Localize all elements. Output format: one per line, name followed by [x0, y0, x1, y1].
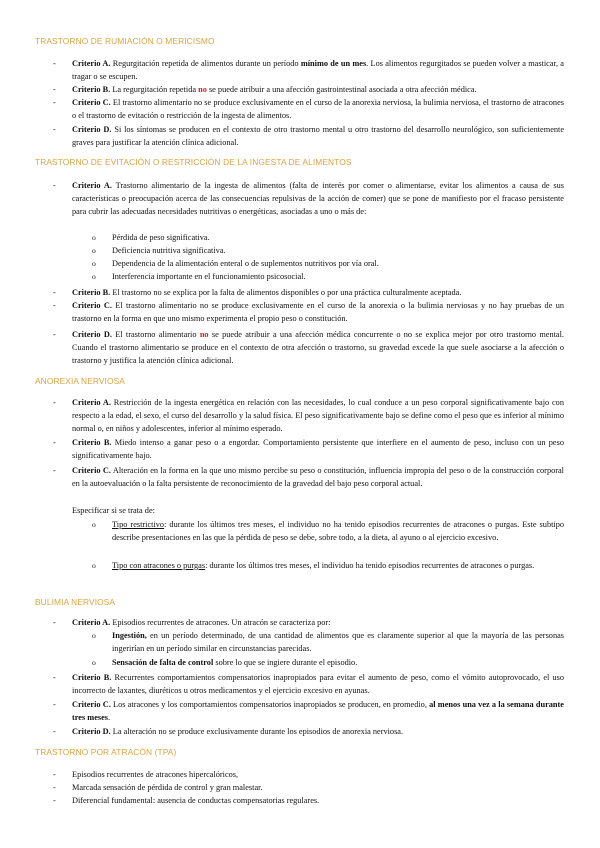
- section-title-bulimia: BULIMIA NERVIOSA: [35, 597, 116, 607]
- anorexia-criterio-b: Criterio B. Miedo intenso a ganar peso o a engordar. Comportamiento persistente que interfiere en el aumento de peso, incluso con un peso significativamente bajo.: [72, 438, 564, 460]
- bullet-marker: o: [92, 631, 96, 640]
- bullet-marker: o: [92, 233, 96, 242]
- anorexia-specify: Especificar si se trata de:: [72, 506, 155, 515]
- section-title-evitacion: TRASTORNO DE EVITACIÓN O RESTRICCIÓN DE LA INGESTA DE ALIMENTOS: [35, 157, 352, 167]
- dash-marker: -: [53, 618, 56, 627]
- dash-marker: -: [53, 466, 56, 475]
- dash-marker: -: [53, 673, 56, 682]
- dash-marker: -: [53, 59, 56, 68]
- atracon-item: Marcada sensación de pérdida de control y gran malestar.: [72, 783, 263, 792]
- section-title-atracon: TRASTORNO POR ATRACÓN (TPA): [35, 747, 177, 757]
- rumiacion-criterio-c: Criterio C. El trastorno alimentario no se produce exclusivamente en el curso de la anorexia nerviosa, la bulimia nerviosa, el trastorno de atracones o el trastorno de evitación o restricción de la ingesta de alimentos.: [72, 98, 564, 120]
- rumiacion-criterio-d: Criterio D. Si los síntomas se producen en el contexto de otro trastorno mental u otro trastorno del desarrollo neurológico, son suficientemente graves para justificar la atención clínica adicional.: [72, 125, 565, 147]
- bulimia-sub-ingestion: Ingestión, en un período determinado, de una cantidad de alimentos que es claramente superior al que la mayoría de las personas ingerirían en un período similar en circunstancias parecidas.: [112, 631, 564, 653]
- dash-marker: -: [53, 125, 56, 134]
- evitacion-criterio-b: Criterio B. El trastorno no se explica por la falta de alimentos disponibles o por una práctica culturalmente aceptada.: [72, 288, 462, 297]
- bullet-marker: o: [92, 561, 96, 570]
- anorexia-criterio-c: Criterio C. Alteración en la forma en la que uno mismo percibe su peso o constitución, influencia impropia del peso o de la construcción corporal en la autoevaluación o la falta persistente de reconocimiento de la gravedad del bajo peso corporal actual.: [72, 466, 564, 488]
- dash-marker: -: [53, 727, 56, 736]
- evitacion-bullet: Pérdida de peso significativa.: [112, 233, 210, 242]
- bulimia-criterio-a: Criterio A. Episodios recurrentes de atracones. Un atracón se caracteriza por:: [72, 618, 331, 627]
- anorexia-criterio-a: Criterio A. Restricción de la ingesta energética en relación con las necesidades, lo cual conduce a un peso corporal significativamente bajo con respecto a la edad, el sexo, el curso del desarrollo y la salud física. El peso significativamente bajo se define como el peso que es inferior al mínimo normal o, en niños y adolescentes, inferior al mínimo esperado.: [72, 398, 564, 433]
- bulimia-criterio-c: Criterio C. Los atracones y los comportamientos compensatorios inapropiados se producen, en promedio, al menos una vez a la semana durante tres meses.: [72, 700, 564, 722]
- evitacion-criterio-d: Criterio D. El trastorno alimentario no se puede atribuir a una afección médica concurrente o no se explica mejor por otro trastorno mental. Cuando el trastorno alimentario se produce en el contexto de otra afección o trastorno, su gravedad excede la que suele asociarse a la afección o trastorno y justifica la atención clínica adicional.: [72, 330, 564, 365]
- dash-marker: -: [53, 438, 56, 447]
- dash-marker: -: [53, 700, 56, 709]
- dash-marker: -: [53, 181, 56, 190]
- evitacion-bullet: Deficiencia nutritiva significativa.: [112, 246, 226, 255]
- dash-marker: -: [53, 783, 56, 792]
- atracon-item: Diferencial fundamental: ausencia de conductas compensatorias regulares.: [72, 796, 320, 805]
- bulimia-sub-control: Sensación de falta de control sobre lo que se ingiere durante el episodio.: [112, 658, 358, 667]
- dash-marker: -: [53, 98, 56, 107]
- evitacion-bullet: Interferencia importante en el funcionamiento psicosocial.: [112, 272, 306, 281]
- dash-marker: -: [53, 796, 56, 805]
- dash-marker: -: [53, 288, 56, 297]
- anorexia-tipo-atracones: Tipo con atracones o purgas: durante los últimos tres meses, el individuo ha tenido episodios recurrentes de atracones o purgas.: [112, 561, 535, 570]
- evitacion-criterio-c: Criterio C. El trastorno alimentario no se produce exclusivamente en el curso de la anorexia o la bulimia nerviosas y no hay pruebas de un trastorno en la forma en que uno mismo experimenta el propio peso o constitución.: [72, 301, 565, 323]
- dash-marker: -: [53, 398, 56, 407]
- dash-marker: -: [53, 301, 56, 310]
- bulimia-criterio-d: Criterio D. La alteración no se produce exclusivamente durante los episodios de anorexia nerviosa.: [72, 727, 404, 736]
- bulimia-criterio-b: Criterio B. Recurrentes comportamientos compensatorios inapropiados para evitar el aumento de peso, como el vómito autoprovocado, el uso incorrecto de laxantes, diuréticos u otros medicamentos y el ejercicio excesivo en ayunas.: [72, 673, 565, 695]
- atracon-item: Episodios recurrentes de atracones hipercalóricos,: [72, 770, 239, 779]
- bullet-marker: o: [92, 658, 96, 667]
- bullet-marker: o: [92, 259, 96, 268]
- evitacion-bullet: Dependencia de la alimentación enteral o de suplementos nutritivos por vía oral.: [112, 259, 379, 268]
- bullet-marker: o: [92, 520, 96, 529]
- section-title-rumiacion: TRASTORNO DE RUMIACIÓN O MERICISMO: [35, 36, 215, 46]
- bullet-marker: o: [92, 272, 96, 281]
- dash-marker: -: [53, 330, 56, 339]
- bullet-marker: o: [92, 246, 96, 255]
- evitacion-criterio-a: Criterio A. Trastorno alimentario de la ingesta de alimentos (falta de interés por comer o alimentarse, evitar los alimentos a causa de sus características o preocupación acerca de las consecuencias repulsivas de la acción de comer) que se pone de manifiesto por el fracaso persistente para cubrir las adecuadas necesidades nutritivas o energéticas, asociadas a uno o más de:: [72, 181, 564, 216]
- rumiacion-criterio-b: Criterio B. La regurgitación repetida no se puede atribuir a una afección gastrointestinal asociada a otra afección médica.: [72, 85, 477, 94]
- section-title-anorexia: ANOREXIA NERVIOSA: [35, 376, 125, 386]
- anorexia-tipo-restrictivo: Tipo restrictivo: durante los últimos tres meses, el individuo no ha tenido episodios recurrentes de atracones o purgas. Este subtipo describe presentaciones en las que la pérdida de peso se debe, sobre todo, a la dieta, al ayuno o al ejercicio excesivo.: [112, 520, 564, 542]
- dash-marker: -: [53, 770, 56, 779]
- rumiacion-criterio-a: Criterio A. Regurgitación repetida de alimentos durante un período mínimo de un mes. Los alimentos regurgitados se pueden volver a masticar, a tragar o se escupen.: [72, 59, 564, 81]
- dash-marker: -: [53, 85, 56, 94]
